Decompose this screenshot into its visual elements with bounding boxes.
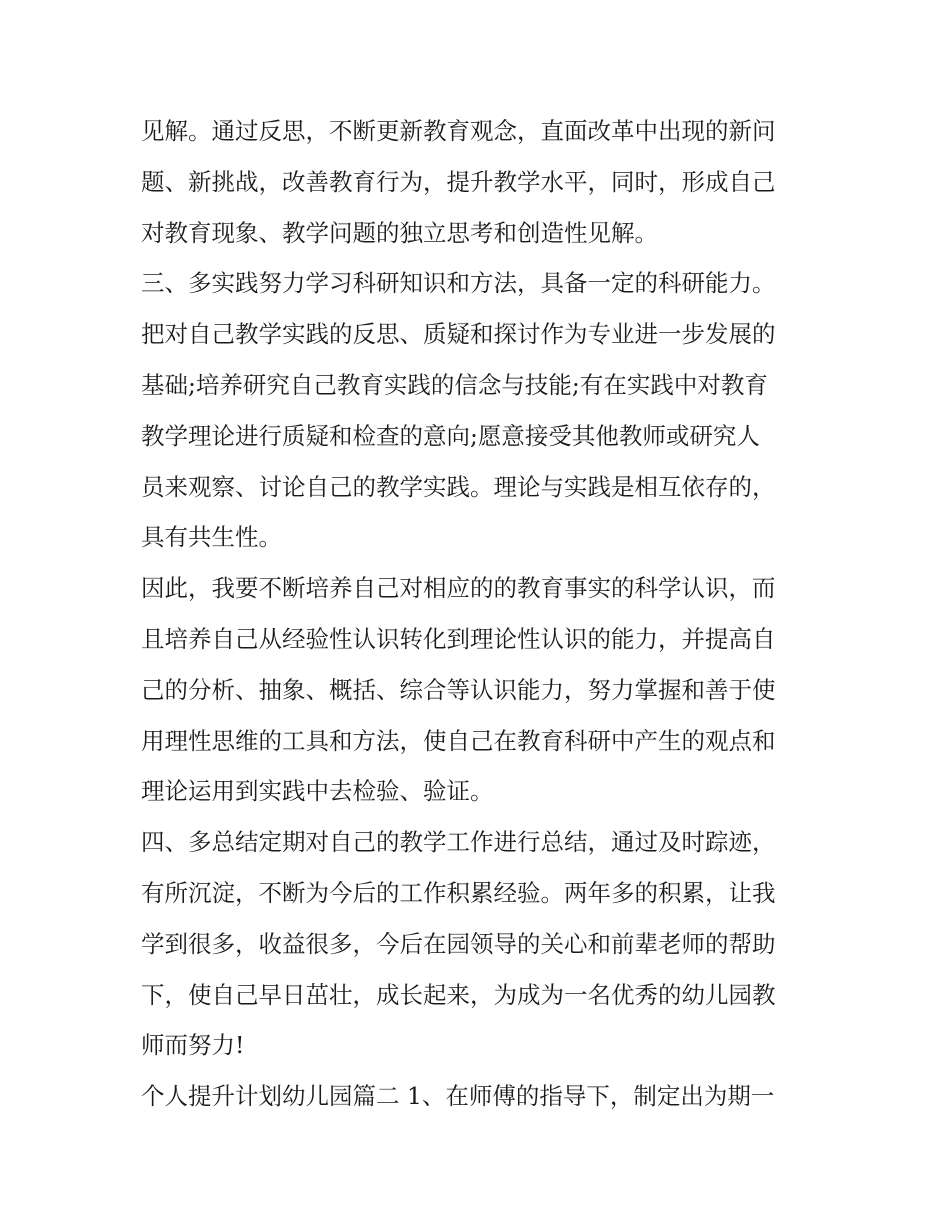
text-line: 因此，我要不断培养自己对相应的的教育事实的科学认识，而 <box>141 574 776 603</box>
text-line: 教学理论进行质疑和检查的意向;愿意接受其他教师或研究人 <box>141 421 760 450</box>
text-line: 三、多实践努力学习科研知识和方法，具备一定的科研能力。 <box>141 269 776 298</box>
text-line: 见解。通过反思，不断更新教育观念，直面改革中出现的新问 <box>141 117 776 145</box>
text-line: 四、多总结定期对自己的教学工作进行总结，通过及时踪迹， <box>141 828 776 857</box>
text-line: 师而努力! <box>141 1031 245 1060</box>
text-line: 理论运用到实践中去检验、验证。 <box>141 777 494 806</box>
text-line: 把对自己教学实践的反思、质疑和探讨作为专业进一步发展的 <box>141 320 776 349</box>
text-line: 基础;培养研究自己教育实践的信念与技能;有在实践中对教育 <box>141 370 768 399</box>
text-line: 下，使自己早日茁壮，成长起来，为成为一名优秀的幼儿园教 <box>141 980 776 1009</box>
text-line: 对教育现象、教学问题的独立思考和创造性见解。 <box>141 218 658 247</box>
text-line: 己的分析、抽象、概括、综合等认识能力，努力掌握和善于使 <box>141 675 776 704</box>
text-line: 且培养自己从经验性认识转化到理论性认识的能力，并提高自 <box>141 624 776 653</box>
text-line: 学到很多，收益很多，今后在园领导的关心和前辈老师的帮助 <box>141 929 776 958</box>
document-body-text <box>141 106 821 1122</box>
text-line: 员来观察、讨论自己的教学实践。理论与实践是相互依存的， <box>141 472 776 501</box>
text-line: 个人提升计划幼儿园篇二 1、在师傅的指导下，制定出为期一 <box>141 1082 775 1111</box>
text-line: 题、新挑战，改善教育行为，提升教学水平，同时，形成自己 <box>141 167 776 196</box>
text-line: 有所沉淀，不断为今后的工作积累经验。两年多的积累，让我 <box>141 878 776 907</box>
text-line: 用理性思维的工具和方法，使自己在教育科研中产生的观点和 <box>141 726 776 755</box>
text-line: 具有共生性。 <box>141 523 282 552</box>
